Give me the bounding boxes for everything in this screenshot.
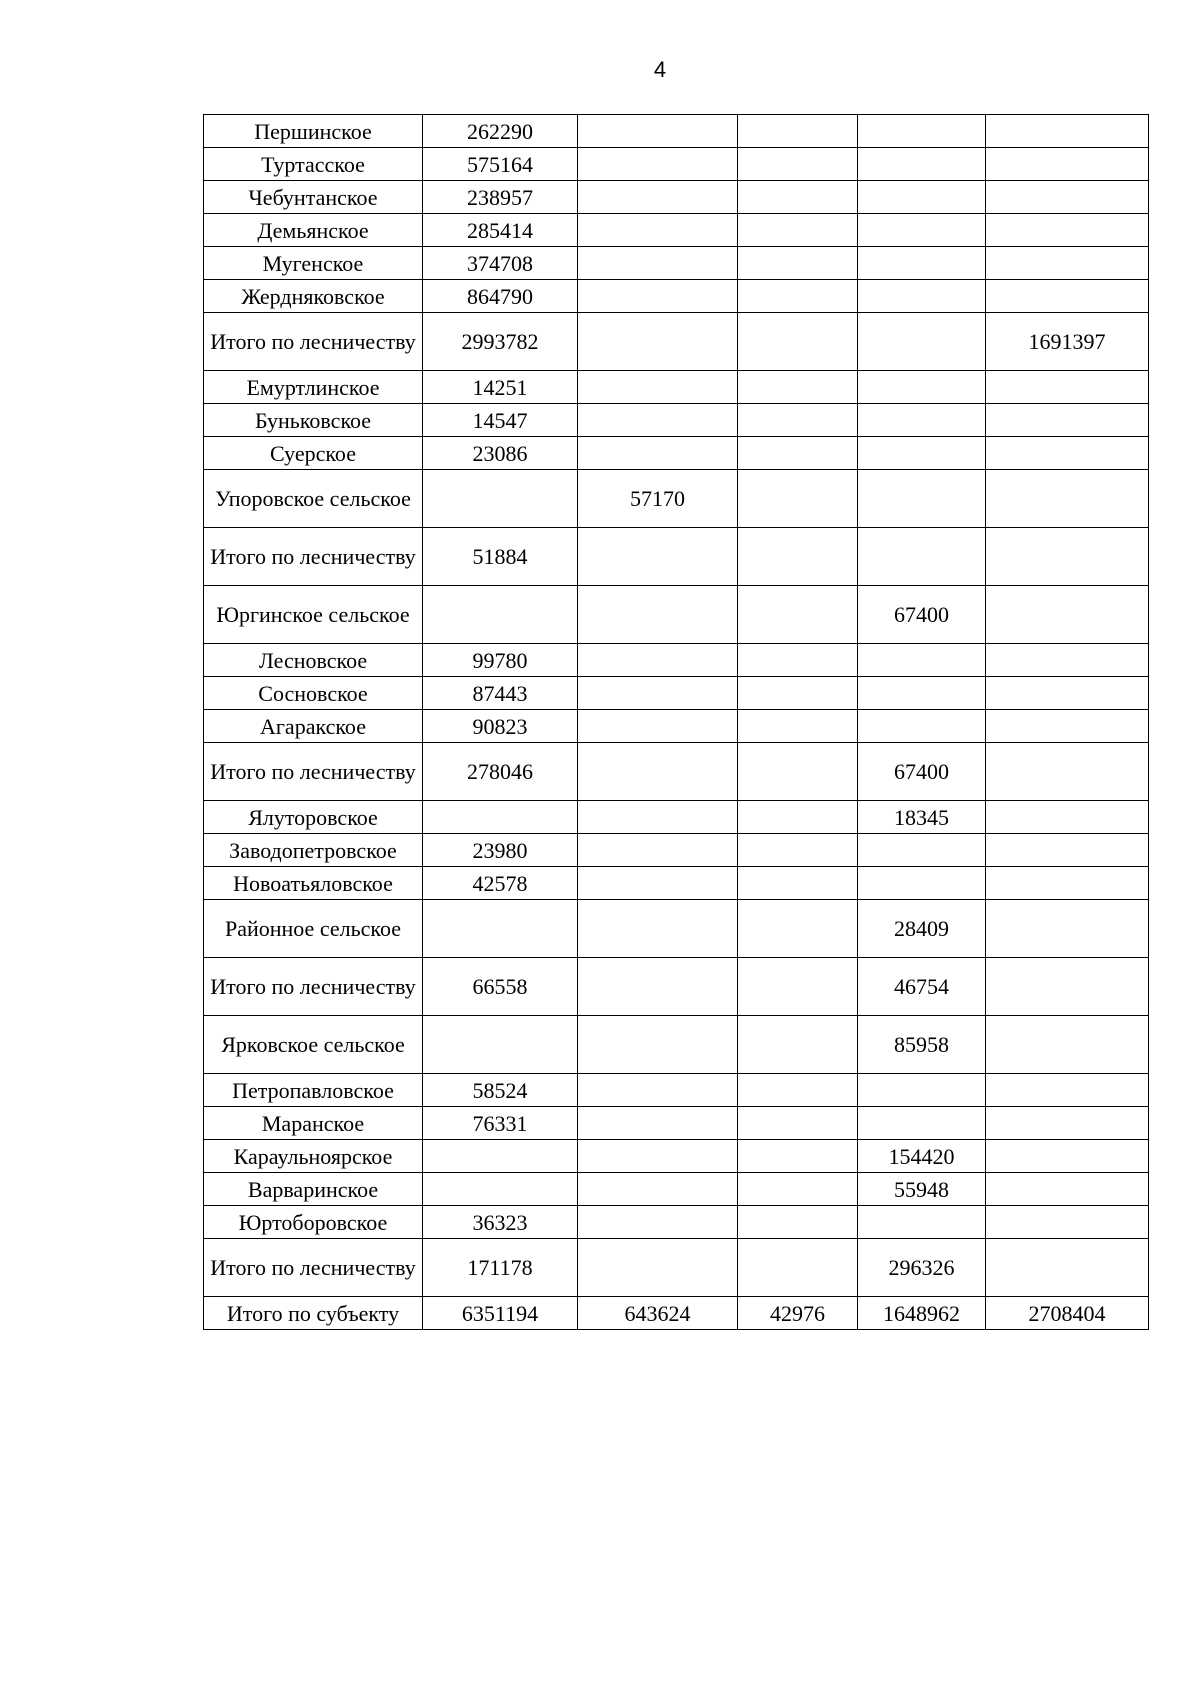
value-cell-col3 — [738, 1206, 858, 1239]
row-name-cell: Суерское — [204, 437, 423, 470]
table-row — [204, 834, 1149, 867]
row-name-cell: Першинское — [204, 115, 423, 148]
table-row — [204, 313, 1149, 371]
value-cell-col5: 2708404 — [986, 1297, 1149, 1330]
value-cell-col1: 171178 — [423, 1239, 578, 1297]
value-cell-col4: 46754 — [858, 958, 986, 1016]
value-cell-col2 — [578, 743, 738, 801]
value-cell-col1 — [423, 801, 578, 834]
table-row — [204, 958, 1149, 1016]
value-cell-col5 — [986, 404, 1149, 437]
value-cell-col3 — [738, 834, 858, 867]
value-cell-col5 — [986, 586, 1149, 644]
value-cell-col1: 51884 — [423, 528, 578, 586]
row-name-cell: Итого по субъекту — [204, 1297, 423, 1330]
row-name-cell: Демьянское — [204, 214, 423, 247]
value-cell-col2 — [578, 181, 738, 214]
value-cell-col1: 285414 — [423, 214, 578, 247]
value-cell-col3: 42976 — [738, 1297, 858, 1330]
table-row — [204, 280, 1149, 313]
value-cell-col4 — [858, 371, 986, 404]
value-cell-col5 — [986, 371, 1149, 404]
value-cell-col3 — [738, 470, 858, 528]
value-cell-col2 — [578, 644, 738, 677]
value-cell-col3 — [738, 710, 858, 743]
value-cell-col1: 90823 — [423, 710, 578, 743]
value-cell-col2 — [578, 1206, 738, 1239]
row-name-cell: Буньковское — [204, 404, 423, 437]
row-name-cell: Емуртлинское — [204, 371, 423, 404]
value-cell-col5 — [986, 1173, 1149, 1206]
row-name-cell: Сосновское — [204, 677, 423, 710]
table-row — [204, 115, 1149, 148]
value-cell-col2: 643624 — [578, 1297, 738, 1330]
value-cell-col1: 2993782 — [423, 313, 578, 371]
row-name-cell: Итого по лесничеству — [204, 958, 423, 1016]
value-cell-col1: 6351194 — [423, 1297, 578, 1330]
value-cell-col2 — [578, 1173, 738, 1206]
value-cell-col5 — [986, 958, 1149, 1016]
value-cell-col1 — [423, 900, 578, 958]
data-table — [203, 114, 1149, 1330]
value-cell-col1: 23086 — [423, 437, 578, 470]
value-cell-col4: 67400 — [858, 743, 986, 801]
value-cell-col5 — [986, 1239, 1149, 1297]
value-cell-col4 — [858, 280, 986, 313]
value-cell-col3 — [738, 1074, 858, 1107]
value-cell-col4 — [858, 1206, 986, 1239]
value-cell-col2 — [578, 247, 738, 280]
value-cell-col2 — [578, 148, 738, 181]
row-name-cell: Агаракское — [204, 710, 423, 743]
value-cell-col2 — [578, 900, 738, 958]
value-cell-col5 — [986, 644, 1149, 677]
value-cell-col5 — [986, 148, 1149, 181]
value-cell-col4: 296326 — [858, 1239, 986, 1297]
value-cell-col1: 262290 — [423, 115, 578, 148]
value-cell-col1 — [423, 470, 578, 528]
table-row — [204, 214, 1149, 247]
value-cell-col1 — [423, 1173, 578, 1206]
value-cell-col1: 575164 — [423, 148, 578, 181]
table-row — [204, 900, 1149, 958]
table-row — [204, 1297, 1149, 1330]
value-cell-col1: 14251 — [423, 371, 578, 404]
table-row — [204, 586, 1149, 644]
row-name-cell: Новоатьяловское — [204, 867, 423, 900]
value-cell-col3 — [738, 437, 858, 470]
value-cell-col5 — [986, 1140, 1149, 1173]
value-cell-col4 — [858, 677, 986, 710]
value-cell-col1: 14547 — [423, 404, 578, 437]
value-cell-col3 — [738, 586, 858, 644]
row-name-cell: Итого по лесничеству — [204, 1239, 423, 1297]
table-row — [204, 528, 1149, 586]
table-row — [204, 371, 1149, 404]
value-cell-col5 — [986, 214, 1149, 247]
value-cell-col1 — [423, 586, 578, 644]
value-cell-col3 — [738, 528, 858, 586]
table-row — [204, 404, 1149, 437]
value-cell-col2 — [578, 710, 738, 743]
table-row — [204, 470, 1149, 528]
table-row — [204, 1074, 1149, 1107]
value-cell-col3 — [738, 148, 858, 181]
row-name-cell: Варваринское — [204, 1173, 423, 1206]
row-name-cell: Упоровское сельское — [204, 470, 423, 528]
value-cell-col1: 36323 — [423, 1206, 578, 1239]
value-cell-col2 — [578, 371, 738, 404]
value-cell-col4 — [858, 644, 986, 677]
value-cell-col1: 374708 — [423, 247, 578, 280]
value-cell-col5 — [986, 280, 1149, 313]
value-cell-col5 — [986, 115, 1149, 148]
value-cell-col4: 28409 — [858, 900, 986, 958]
table-row — [204, 181, 1149, 214]
value-cell-col3 — [738, 900, 858, 958]
value-cell-col1: 278046 — [423, 743, 578, 801]
value-cell-col3 — [738, 1239, 858, 1297]
value-cell-col4: 55948 — [858, 1173, 986, 1206]
value-cell-col5 — [986, 677, 1149, 710]
value-cell-col1: 42578 — [423, 867, 578, 900]
row-name-cell: Мугенское — [204, 247, 423, 280]
value-cell-col4 — [858, 115, 986, 148]
value-cell-col3 — [738, 1173, 858, 1206]
value-cell-col2 — [578, 437, 738, 470]
value-cell-col5 — [986, 470, 1149, 528]
table-row — [204, 1107, 1149, 1140]
value-cell-col3 — [738, 743, 858, 801]
value-cell-col3 — [738, 404, 858, 437]
value-cell-col3 — [738, 867, 858, 900]
row-name-cell: Лесновское — [204, 644, 423, 677]
value-cell-col5 — [986, 834, 1149, 867]
value-cell-col4 — [858, 834, 986, 867]
row-name-cell: Маранское — [204, 1107, 423, 1140]
value-cell-col4 — [858, 247, 986, 280]
table-row — [204, 1206, 1149, 1239]
value-cell-col1: 864790 — [423, 280, 578, 313]
value-cell-col4: 85958 — [858, 1016, 986, 1074]
value-cell-col1: 66558 — [423, 958, 578, 1016]
value-cell-col5 — [986, 437, 1149, 470]
value-cell-col4: 67400 — [858, 586, 986, 644]
value-cell-col3 — [738, 1016, 858, 1074]
table-row — [204, 867, 1149, 900]
value-cell-col4 — [858, 181, 986, 214]
value-cell-col5 — [986, 1107, 1149, 1140]
value-cell-col4 — [858, 404, 986, 437]
value-cell-col4 — [858, 1074, 986, 1107]
value-cell-col2 — [578, 1016, 738, 1074]
value-cell-col5 — [986, 867, 1149, 900]
value-cell-col2 — [578, 677, 738, 710]
value-cell-col3 — [738, 801, 858, 834]
value-cell-col2 — [578, 115, 738, 148]
value-cell-col3 — [738, 115, 858, 148]
value-cell-col2 — [578, 801, 738, 834]
value-cell-col2 — [578, 586, 738, 644]
value-cell-col4: 154420 — [858, 1140, 986, 1173]
value-cell-col1: 23980 — [423, 834, 578, 867]
table-row — [204, 743, 1149, 801]
table-row — [204, 710, 1149, 743]
table-row — [204, 644, 1149, 677]
value-cell-col3 — [738, 280, 858, 313]
value-cell-col2 — [578, 958, 738, 1016]
table-row — [204, 1016, 1149, 1074]
value-cell-col4 — [858, 528, 986, 586]
table-row — [204, 1239, 1149, 1297]
value-cell-col4 — [858, 313, 986, 371]
value-cell-col2 — [578, 1107, 738, 1140]
value-cell-col2 — [578, 1074, 738, 1107]
value-cell-col3 — [738, 644, 858, 677]
value-cell-col5 — [986, 181, 1149, 214]
row-name-cell: Итого по лесничеству — [204, 528, 423, 586]
row-name-cell: Чебунтанское — [204, 181, 423, 214]
value-cell-col1: 99780 — [423, 644, 578, 677]
table-row — [204, 801, 1149, 834]
value-cell-col1 — [423, 1140, 578, 1173]
value-cell-col1: 238957 — [423, 181, 578, 214]
value-cell-col5 — [986, 801, 1149, 834]
value-cell-col3 — [738, 371, 858, 404]
value-cell-col3 — [738, 1107, 858, 1140]
value-cell-col4: 18345 — [858, 801, 986, 834]
value-cell-col5 — [986, 900, 1149, 958]
value-cell-col2 — [578, 528, 738, 586]
value-cell-col4 — [858, 710, 986, 743]
value-cell-col4 — [858, 1107, 986, 1140]
value-cell-col2 — [578, 214, 738, 247]
row-name-cell: Петропавловское — [204, 1074, 423, 1107]
row-name-cell: Юртоборовское — [204, 1206, 423, 1239]
value-cell-col3 — [738, 677, 858, 710]
value-cell-col4 — [858, 437, 986, 470]
row-name-cell: Юргинское сельское — [204, 586, 423, 644]
value-cell-col3 — [738, 1140, 858, 1173]
value-cell-col4 — [858, 148, 986, 181]
value-cell-col2 — [578, 313, 738, 371]
value-cell-col2 — [578, 404, 738, 437]
row-name-cell: Караульноярское — [204, 1140, 423, 1173]
value-cell-col4 — [858, 470, 986, 528]
value-cell-col5 — [986, 710, 1149, 743]
value-cell-col5 — [986, 528, 1149, 586]
row-name-cell: Жердняковское — [204, 280, 423, 313]
value-cell-col4 — [858, 867, 986, 900]
value-cell-col2 — [578, 280, 738, 313]
value-cell-col3 — [738, 958, 858, 1016]
row-name-cell: Итого по лесничеству — [204, 743, 423, 801]
table-row — [204, 1173, 1149, 1206]
table-row — [204, 247, 1149, 280]
row-name-cell: Туртасское — [204, 148, 423, 181]
value-cell-col1: 76331 — [423, 1107, 578, 1140]
value-cell-col5 — [986, 247, 1149, 280]
value-cell-col4: 1648962 — [858, 1297, 986, 1330]
table-row — [204, 437, 1149, 470]
value-cell-col2 — [578, 1239, 738, 1297]
value-cell-col3 — [738, 313, 858, 371]
value-cell-col5: 1691397 — [986, 313, 1149, 371]
table-row — [204, 1140, 1149, 1173]
value-cell-col5 — [986, 1074, 1149, 1107]
row-name-cell: Ярковское сельское — [204, 1016, 423, 1074]
value-cell-col2 — [578, 867, 738, 900]
value-cell-col2: 57170 — [578, 470, 738, 528]
row-name-cell: Районное сельское — [204, 900, 423, 958]
table-row — [204, 677, 1149, 710]
value-cell-col3 — [738, 247, 858, 280]
value-cell-col4 — [858, 214, 986, 247]
value-cell-col2 — [578, 1140, 738, 1173]
value-cell-col5 — [986, 743, 1149, 801]
row-name-cell: Заводопетровское — [204, 834, 423, 867]
value-cell-col5 — [986, 1206, 1149, 1239]
value-cell-col1 — [423, 1016, 578, 1074]
value-cell-col3 — [738, 214, 858, 247]
value-cell-col3 — [738, 181, 858, 214]
value-cell-col2 — [578, 834, 738, 867]
table-row — [204, 148, 1149, 181]
value-cell-col1: 87443 — [423, 677, 578, 710]
row-name-cell: Ялуторовское — [204, 801, 423, 834]
value-cell-col5 — [986, 1016, 1149, 1074]
value-cell-col1: 58524 — [423, 1074, 578, 1107]
row-name-cell: Итого по лесничеству — [204, 313, 423, 371]
page-number: 4 — [653, 57, 667, 82]
